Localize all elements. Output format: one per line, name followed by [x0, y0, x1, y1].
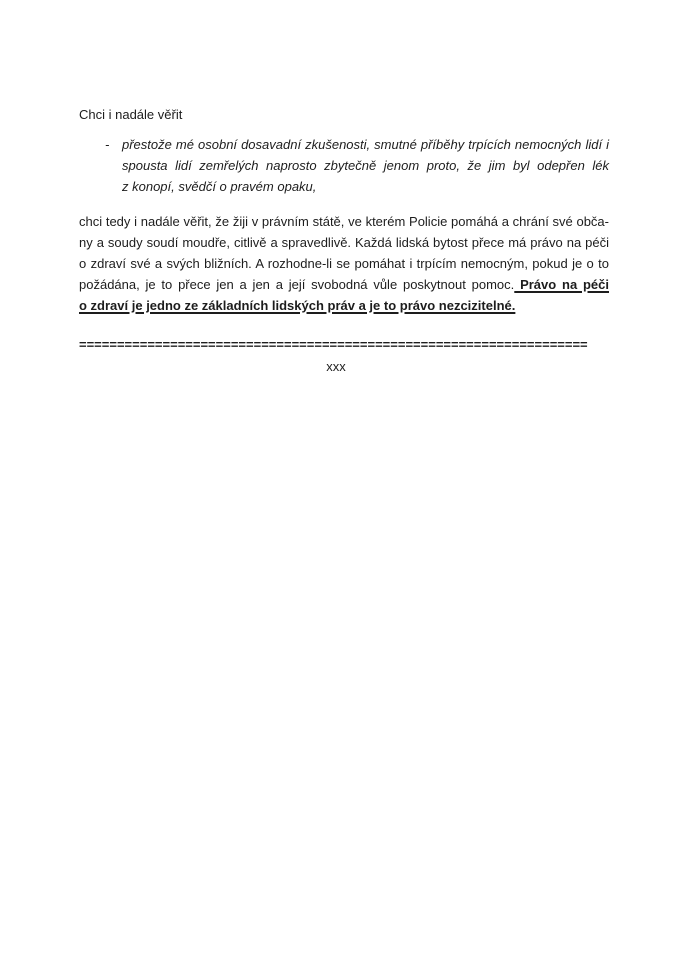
bullet-line-3: z konopí, svědčí o pravém opaku, [122, 179, 317, 194]
bullet-dash-marker: - [105, 137, 110, 152]
main-paragraph-line-3: o zdraví své a svých bližních. A rozhodne-li se pomáhat i trpícím nemocným, pokud je o to [79, 256, 609, 271]
main-paragraph-line-1: chci tedy i nadále věřit, že žiji v právním státě, ve kterém Policie pomáhá a chrání své obča- [79, 214, 609, 229]
footer-mark: xxx [326, 359, 346, 374]
separator-line: =================================================================== [79, 337, 588, 352]
main-paragraph-line-2: ny a soudy soudí moudře, citlivě a spravedlivě. Každá lidská bytost přece má právo na péči [79, 235, 609, 250]
main-paragraph-line-5-emphasis: o zdraví je jedno ze základních lidských práv a je to právo nezcizitelné. [79, 298, 516, 313]
bullet-item [79, 134, 609, 197]
intro-line: Chci i nadále věřit [79, 107, 183, 122]
bullet-text [122, 134, 609, 197]
main-paragraph-line-4 [79, 274, 609, 295]
main-paragraph-line-4-emphasis: Právo na péči [514, 277, 609, 292]
bullet-line-1: přestože mé osobní dosavadní zkušenosti, smutné příběhy trpících nemocných lidí i [122, 137, 609, 152]
main-paragraph-line-4-normal: požádána, je to přece jen a jen a její svobodná vůle poskytnout pomoc. [79, 277, 515, 292]
bullet-line-2: spousta lidí zemřelých naprosto zbytečně jenom proto, že jim byl odepřen lék [122, 158, 609, 173]
main-paragraph [79, 211, 609, 316]
